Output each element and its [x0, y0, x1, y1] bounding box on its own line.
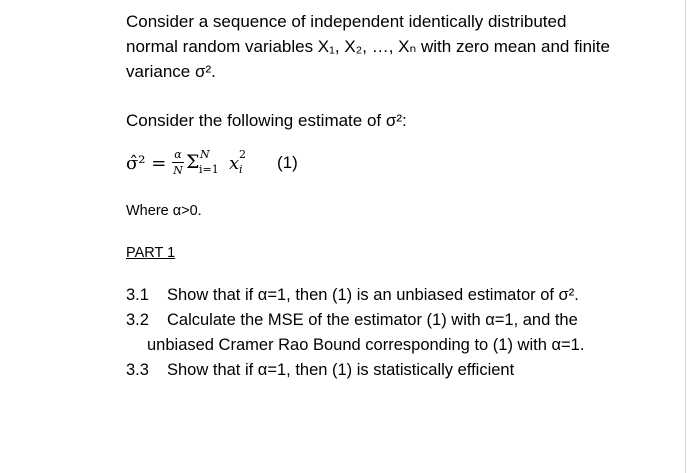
fraction-numerator: α	[174, 148, 182, 161]
formula-fraction	[172, 148, 184, 177]
list-item	[126, 358, 584, 383]
item-number: 3.1	[126, 286, 149, 304]
intro-line-1: Consider a sequence of independent identically distributed	[126, 12, 567, 31]
estimate-heading: Consider the following estimate of σ²:	[126, 111, 407, 130]
intro-paragraph	[126, 9, 610, 84]
page-edge	[685, 0, 686, 473]
item-continuation: unbiased Cramer Rao Bound corresponding to (1) with α=1.	[147, 336, 585, 354]
item-number: 3.3	[126, 361, 149, 379]
intro-line-3: variance σ².	[126, 62, 216, 81]
fraction-bar	[172, 162, 184, 163]
formula-subscript: i	[239, 163, 243, 176]
part-title: PART 1	[126, 245, 176, 261]
fraction-denominator: N	[173, 164, 183, 177]
formula-tag: (1)	[277, 153, 298, 172]
item-text: Calculate the MSE of the estimator (1) with α=1, and the	[167, 311, 578, 329]
question-list	[126, 283, 584, 383]
list-item	[126, 308, 584, 333]
item-number: 3.2	[126, 311, 149, 329]
summation-lower-limit: i=1	[199, 163, 219, 176]
list-item	[126, 283, 584, 308]
summation-symbol: Σ	[186, 151, 200, 173]
formula-variable: x	[229, 153, 240, 174]
item-text: Show that if α=1, then (1) is an unbiased estimator of σ².	[167, 286, 579, 304]
where-condition: Where α>0.	[126, 203, 202, 219]
intro-line-2: normal random variables X₁, X₂, …, Xₙ with zero mean and finite	[126, 37, 610, 56]
formula-exponent: 2	[239, 148, 246, 161]
formula-lhs: σ̂² =	[126, 153, 167, 174]
summation-upper-limit: N	[200, 148, 210, 161]
item-text: Show that if α=1, then (1) is statistically efficient	[167, 361, 515, 379]
